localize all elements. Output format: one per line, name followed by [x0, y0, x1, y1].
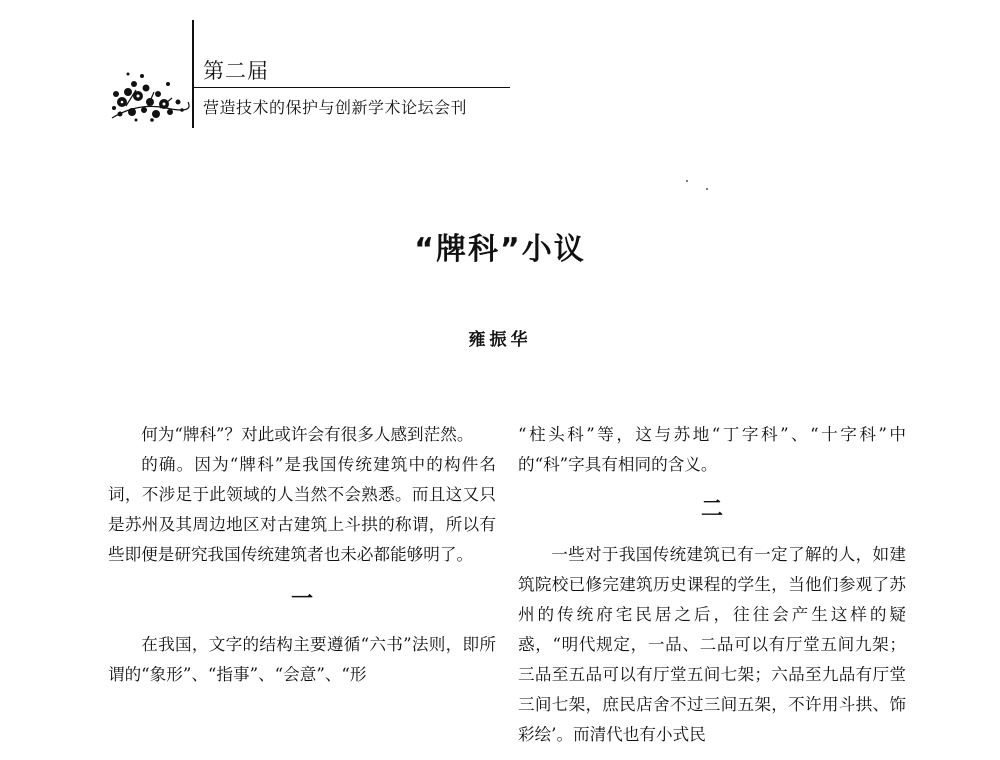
scan-speck [686, 180, 688, 182]
header-edition: 第二届 [203, 59, 269, 83]
section-heading-one: 一 [290, 586, 313, 612]
left-column [108, 420, 496, 690]
header-subtitle: 营造技术的保护与创新学术论坛会刊 [203, 98, 468, 117]
article-title: “牌科”小议 [414, 232, 586, 267]
section-heading-two: 二 [700, 496, 723, 522]
header-vertical-rule [192, 20, 194, 128]
paragraph: 何为“牌科”？对此或许会有很多人感到茫然。 [141, 425, 474, 444]
floral-ornament-icon [108, 62, 190, 128]
header-horizontal-rule [194, 87, 510, 88]
right-column [518, 420, 906, 750]
paragraph: 的确。因为“牌科”是我国传统建筑中的构件名词，不涉足于此领域的人当然不会熟悉。而且这又只是苏州及其周边地区对古建筑上斗拱的称谓，所以有些即便是研究我国传统建筑者也未必都能够明了。 [108, 455, 496, 564]
paragraph-continued: “柱头科”等，这与苏地“丁字科”、“十字科”中的“科”字具有相同的含义。 [518, 425, 906, 474]
paragraph: 在我国，文字的结构主要遵循“六书”法则，即所谓的“象形”、“指事”、“会意”、“形 [108, 635, 496, 684]
article-author: 雍振华 [468, 330, 532, 350]
paragraph: 一些对于我国传统建筑已有一定了解的人，如建筑院校已修完建筑历史课程的学生，当他们参观了苏州的传统府宅民居之后，往往会产生这样的疑惑，“明代规定，一品、二品可以有厅堂五间九架；三品至五品可以有厅堂五间七架；六品至九品有厅堂三间七架，庶民店舍不过三间五架，不许用斗拱、饰彩绘’。而清代也有小式民 [518, 545, 906, 744]
scan-speck [706, 188, 708, 190]
